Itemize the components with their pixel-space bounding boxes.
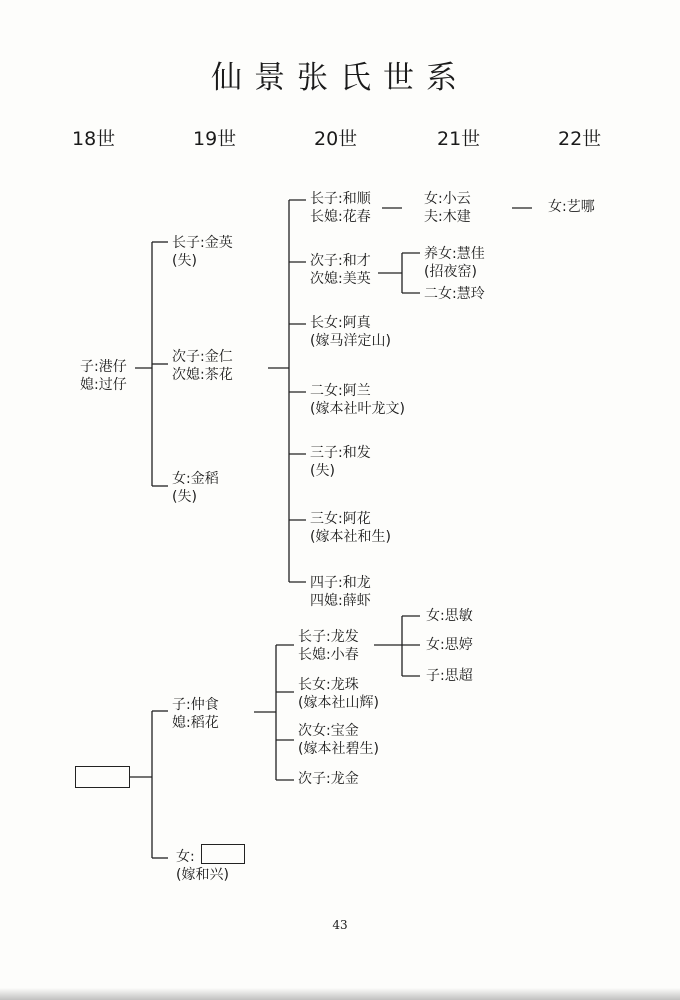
scan-bottom-edge [0, 988, 680, 1000]
root-gangzai: 子:港仔 媳:过仔 [80, 359, 127, 393]
child-jinying: 长子:金英 (失) [172, 235, 233, 269]
grandchild-baojin: 次女:宝金 (嫁本社碧生) [298, 723, 379, 757]
great-grandchild-huijia: 养女:慧佳 (招夜窑) [424, 246, 485, 280]
generation-label-20: 20世 [314, 128, 358, 150]
generation-label-22: 22世 [558, 128, 602, 150]
grandchild-longzhu: 长女:龙珠 (嫁本社山辉) [298, 677, 379, 711]
child-jindao: 女:金稻 (失) [172, 471, 219, 505]
grandchild-helong: 四子:和龙 四媳:薛虾 [310, 575, 371, 609]
daughter-name-blank-box [201, 844, 245, 864]
grandchild-alan: 二女:阿兰 (嫁本社叶龙文) [310, 383, 405, 417]
generation-label-18: 18世 [72, 128, 116, 150]
great-grandchild-siting: 女:思婷 [426, 637, 473, 653]
grandchild-longfa: 长子:龙发 长媳:小春 [298, 629, 359, 663]
grandchild-longjin: 次子:龙金 [298, 771, 359, 787]
page-title: 仙景张氏世系 [211, 60, 469, 96]
root-blank-box [75, 766, 130, 788]
great-grandchild-xiaoyun: 女:小云 夫:木建 [424, 191, 471, 225]
grandchild-ahua: 三女:阿花 (嫁本社和生) [310, 511, 391, 545]
generation-label-19: 19世 [193, 128, 237, 150]
generation-label-21: 21世 [437, 128, 481, 150]
great-grandchild-simin: 女:思敏 [426, 608, 473, 624]
grandchild-azhen: 长女:阿真 (嫁马洋定山) [310, 315, 391, 349]
page-number: 43 [332, 918, 348, 932]
child-daughter-unnamed: 女: (嫁和兴) [176, 849, 229, 883]
great-grandchild-sichao: 子:思超 [426, 668, 473, 684]
child-zhongshi: 子:仲食 媳:稻花 [172, 697, 219, 731]
grandchild-heshun: 长子:和顺 长媳:花春 [310, 191, 371, 225]
grandchild-hefa: 三子:和发 (失) [310, 445, 371, 479]
great-great-grandchild-yina: 女:艺哪 [548, 199, 595, 215]
child-jinren: 次子:金仁 次媳:茶花 [172, 349, 233, 383]
grandchild-hecai: 次子:和才 次媳:美英 [310, 253, 371, 287]
great-grandchild-huiling: 二女:慧玲 [424, 286, 485, 302]
